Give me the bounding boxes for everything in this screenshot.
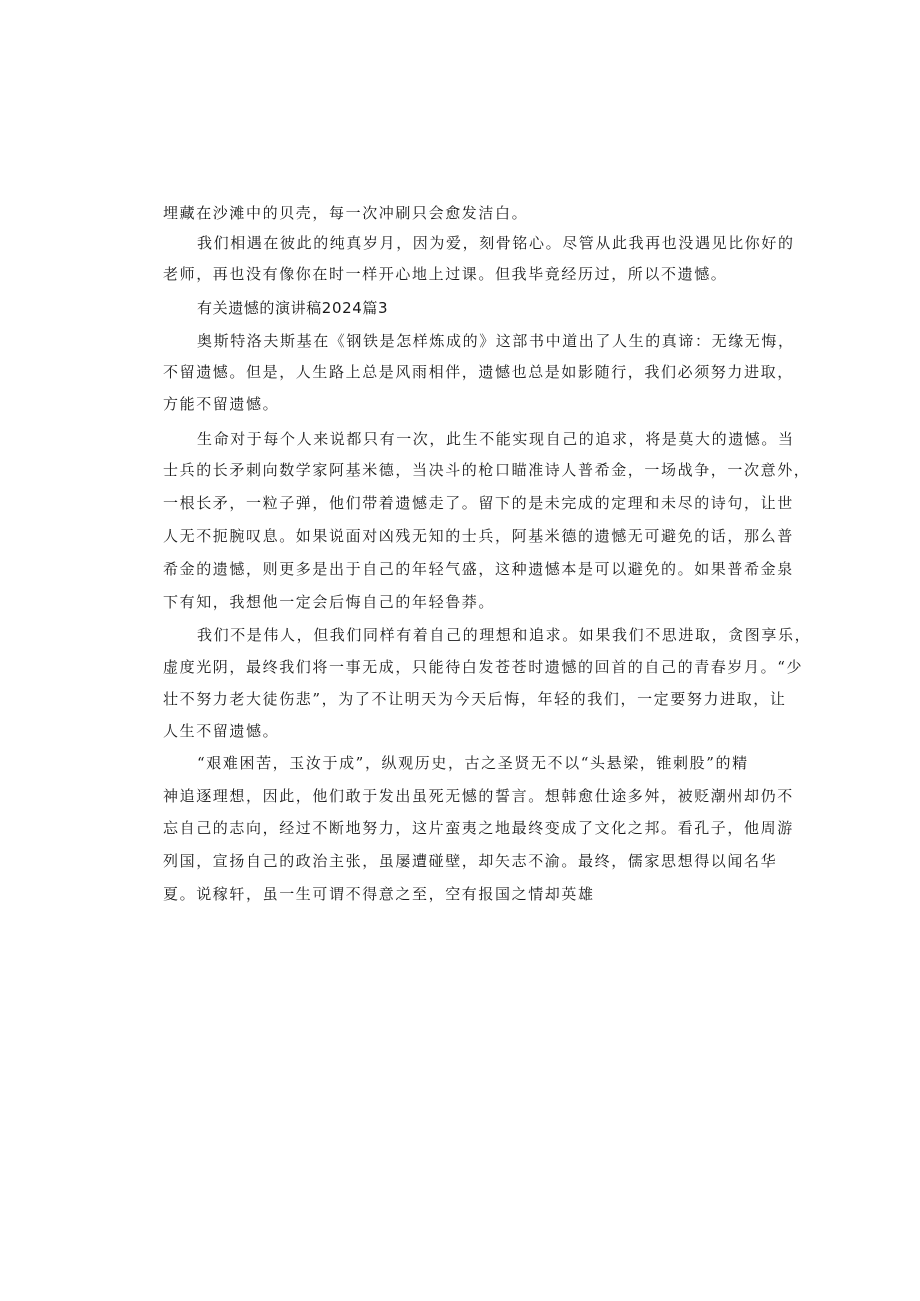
text-line: 我们相遇在彼此的纯真岁月，因为爱，刻骨铭心。尽管从此我再也没遇见比你好的: [197, 234, 795, 252]
text-line: 生命对于每个人来说都只有一次，此生不能实现自己的追求，将是莫大的遗憾。当: [197, 430, 795, 448]
text-line: 忘自己的志向，经过不断地努力，这片蛮夷之地最终变成了文化之邦。看孔子，他周游: [163, 819, 794, 837]
text-line: 一根长矛，一粒子弹，他们带着遗憾走了。留下的是未完成的定理和未尽的诗句，让世: [163, 494, 794, 512]
text-line: “艰难困苦，玉汝于成”，纵观历史，古之圣贤无不以“头悬梁，锥刺股”的精: [197, 754, 749, 772]
text-line: 壮不努力老大徒伤悲”，为了不让明天为今天后悔，年轻的我们，一定要努力进取，让: [163, 690, 787, 708]
text-line: 神追逐理想，因此，他们敢于发出虽死无憾的誓言。想韩愈仕途多舛，被贬潮州却仍不: [163, 787, 794, 805]
text-line: 我们不是伟人，但我们同样有着自己的理想和追求。如果我们不思进取，贪图享乐，: [197, 626, 812, 644]
text-line: 人生不留遗憾。: [163, 722, 280, 740]
text-line: 士兵的长矛刺向数学家阿基米德，当决斗的枪口瞄准诗人普希金，一场战争，一次意外，: [163, 461, 811, 479]
text-line: 人无不扼腕叹息。如果说面对凶残无知的士兵，阿基米德的遗憾无可避免的话，那么普: [163, 527, 794, 545]
text-line: 不留遗憾。但是，人生路上总是风雨相伴，遗憾也总是如影随行，我们必须努力进取，: [163, 363, 794, 381]
text-line: 夏。说稼轩，虽一生可谓不得意之至，空有报国之情却英雄: [163, 885, 595, 903]
section-heading: 有关遗憾的演讲稿2024篇3: [197, 299, 389, 317]
text-line: 下有知，我想他一定会后悔自己的年轻鲁莽。: [163, 593, 496, 611]
text-line: 希金的遗憾，则更多是出于自己的年轻气盛，这种遗憾本是可以避免的。如果普希金泉: [163, 560, 794, 578]
text-line: 列国，宣扬自己的政治主张，虽屡遭碰壁，却矢志不渝。最终，儒家思想得以闻名华: [163, 852, 778, 870]
text-line: 埋藏在沙滩中的贝壳，每一次冲刷只会愈发洁白。: [163, 204, 529, 222]
text-line: 虚度光阴，最终我们将一事无成，只能待白发苍苍时遗憾的回首的自己的青春岁月。“少: [163, 658, 804, 676]
text-line: 老师，再也没有像你在时一样开心地上过课。但我毕竟经历过，所以不遗憾。: [163, 265, 728, 283]
text-line: 方能不留遗憾。: [163, 395, 280, 413]
text-line: 奥斯特洛夫斯基在《钢铁是怎样炼成的》这部书中道出了人生的真谛：无缘无悔，: [197, 332, 795, 350]
